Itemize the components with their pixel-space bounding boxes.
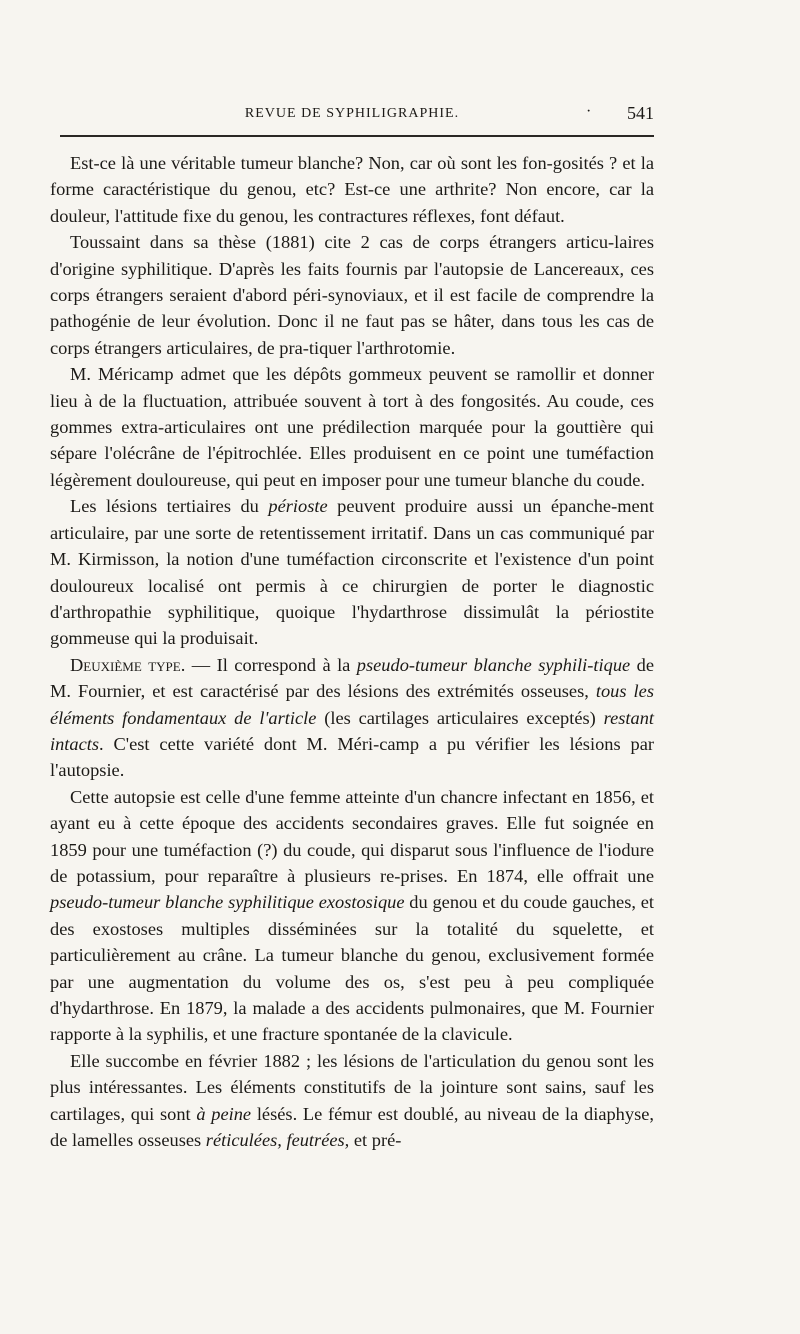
paragraph-4-after: peuvent produire aussi un épanche-ment articulaire, par une sorte de retentissement irritatif. Dans un cas communiqué par M. Kirmisson, la notion d'une tuméfaction circonscrite et l'existence d'un point douloureux localisé ont permis à ce chirurgien de porter le diagnostic d'arthropathie syphilitique, quoique l'hydarthrose dissimulât la périostite gommeuse qui la produisait.: [50, 496, 654, 649]
paragraph-6-t1: Cette autopsie est celle d'une femme atteinte d'un chancre infectant en 1856, et ayant eu à cette époque des accidents secondaires graves. Elle fut soignée en 1859 pour une tuméfaction (?) du coude, qui disparut sous l'influence de l'iodure de potassium, pour reparaître à plusieurs re-prises. En 1874, elle offrait une: [50, 786, 654, 886]
paragraph-7-t2: lésés. Le fémur est doublé, au niveau de la diaphyse, de lamelles osseuses: [50, 1103, 654, 1151]
paragraph-4: [50, 493, 654, 651]
header-rule: [60, 135, 654, 137]
paragraph-6-t2: du genou et du coude gauches, et des exostoses multiples disséminées sur la totalité du squelette, et particulièrement au crâne. La tumeur blanche du genou, exclusivement formée par une augmentation du volume des os, s'est peu à peu compliquée d'hydarthrose. En 1879, la malade a des accidents pulmonaires, que M. Fournier rapporte à la syphilis, et une fracture spontanée de la clavicule.: [50, 892, 654, 1045]
paragraph-6-em1: pseudo-tumeur blanche syphilitique exostosique: [50, 892, 405, 913]
header-dot: ·: [586, 103, 592, 120]
paragraph-5-em3: restant intacts: [50, 707, 654, 754]
section-label: Deuxième type.: [70, 654, 186, 675]
journal-title: REVUE DE SYPHILIGRAPHIE.: [244, 106, 460, 121]
paragraph-4-before: Les lésions tertiaires du: [70, 496, 269, 517]
paragraph-5-em2: tous les éléments fondamentaux de l'article: [50, 681, 654, 728]
paragraph-7-em2: réticulées, feutrées,: [205, 1130, 350, 1151]
body-text: [50, 150, 654, 1153]
paragraph-7-t3: et pré-: [349, 1130, 402, 1151]
running-head: [50, 103, 654, 127]
paragraph-7-em1: à peine: [196, 1103, 252, 1124]
paragraph-5-t2: de M. Fournier, et est caractérisé par des lésions des extrémités osseuses,: [50, 654, 654, 702]
paragraph-3-text: M. Méricamp admet que les dépôts gommeux peuvent se ramollir et donner lieu à de la fluctuation, attribuée souvent à tort à des fongosités. Au coude, ces gommes extra-articulaires ont une prédilection marquée pour la gouttière qui sépare l'olécrâne de l'épitrochlée. Elles produisent en ce point une tuméfaction légèrement douloureuse, qui peut en imposer pour une tumeur blanche du coude.: [50, 364, 654, 490]
paragraph-5-t4: . C'est cette variété dont M. Méri-camp a pu vérifier les lésions par l'autopsie.: [50, 733, 654, 781]
paragraph-2: [50, 229, 654, 361]
paragraph-6: [50, 784, 654, 1048]
paragraph-5: [50, 652, 654, 784]
paragraph-1: [50, 150, 654, 229]
paragraph-3: [50, 361, 654, 493]
paragraph-5-t3: (les cartilages articulaires exceptés): [316, 707, 604, 728]
paragraph-7-t1: Elle succombe en février 1882 ; les lésions de l'articulation du genou sont les plus intéressantes. Les éléments constitutifs de la jointure sont sains, sauf les cartilages, qui sont: [50, 1050, 654, 1124]
paragraph-5-em1: pseudo-tumeur blanche syphili-tique: [356, 654, 631, 675]
page-number: 541: [627, 103, 654, 123]
paragraph-1-text: Est-ce là une véritable tumeur blanche? Non, car où sont les fon-gosités ? et la forme caractéristique du genou, etc? Est-ce une arthrite? Non encore, car la douleur, l'attitude fixe du genou, les contractures réflexes, font défaut.: [50, 153, 654, 226]
paragraph-7: [50, 1048, 654, 1154]
paragraph-5-t1: — Il correspond à la: [185, 654, 357, 675]
paragraph-4-emphasis: périoste: [268, 496, 328, 517]
paragraph-2-text: Toussaint dans sa thèse (1881) cite 2 cas de corps étrangers articu-laires d'origine syphilitique. D'après les faits fournis par l'autopsie de Lancereaux, ces corps étrangers seraient d'abord péri-synoviaux, et il est facile de comprendre la pathogénie de leur évolution. Donc il ne faut pas se hâter, dans tous les cas de corps étrangers articulaires, de pra-tiquer l'arthrotomie.: [50, 232, 654, 358]
